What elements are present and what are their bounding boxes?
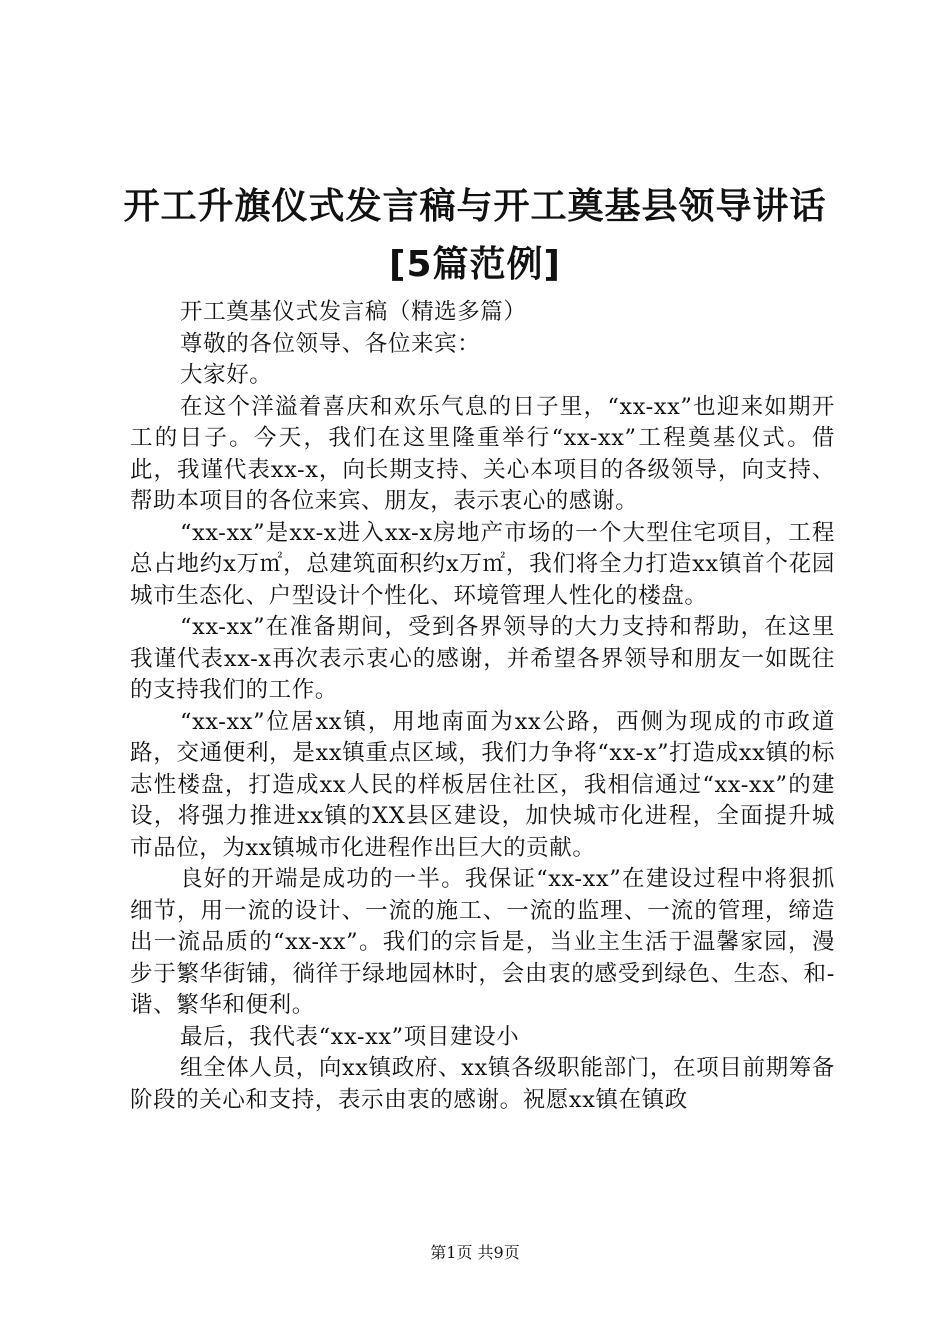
greeting-paragraph: 大家好。 [180,362,273,388]
body-paragraph: “xx-xx”位居xx镇，用地南面为xx公路，西侧为现成的市政道路，交通便利，是xx镇重点区域，我们力争将“xx-x”打造成xx镇的标志性楼盘，打造成xx人民的样板居住社区，我相信通过“xx-xx”的建设，将强力推进xx镇的XX县区建设，加快城市化进程，全面提升城市品位，为xx镇城市化进程作出巨大的贡献。 [130,708,835,861]
page-footer: 第1页 共9页 [430,1243,520,1262]
body-paragraph: 最后，我代表“xx-xx”项目建设小 [180,1023,520,1050]
document-title: 开工升旗仪式发言稿与开工奠基县领导讲话[5篇范例] [123,186,827,285]
document-body [130,297,835,1116]
salutation-paragraph: 尊敬的各位领导、各位来宾： [180,330,481,357]
body-paragraph: “xx-xx”是xx-x进入xx-x房地产市场的一个大型住宅项目，工程总占地约x万㎡，总建筑面积约x万㎡，我们将全力打造xx镇首个花园城市生态化、户型设计个性化、环境管理人性化的楼盘。 [130,519,835,609]
body-paragraph: 良好的开端是成功的一半。我保证“xx-xx”在建设过程中将狠抓细节，用一流的设计、一流的施工、一流的监理、一流的管理，缔造出一流品质的“xx-xx”。我们的宗旨是，当业主生活于温馨家园，漫步于繁华街铺，徜徉于绿地园林时，会由衷的感受到绿色、生态、和-谐、繁华和便利。 [130,866,835,1018]
subtitle-paragraph: 开工奠基仪式发言稿（精选多篇） [180,299,527,325]
body-paragraph: “xx-xx”在准备期间，受到各界领导的大力支持和帮助，在这里我谨代表xx-x再次表示衷心的感谢，并希望各界领导和朋友一如既往的支持我们的工作。 [130,614,835,703]
body-paragraph: 组全体人员，向xx镇政府、xx镇各级职能部门，在项目前期筹备阶段的关心和支持，表示由衷的感谢。祝愿xx镇在镇政 [130,1055,835,1113]
body-paragraph: 在这个洋溢着喜庆和欢乐气息的日子里，“xx-xx”也迎来如期开工的日子。今天，我们在这里隆重举行“xx-xx”工程奠基仪式。借此，我谨代表xx-x，向长期支持、关心本项目的各级领导，向支持、帮助本项目的各位来宾、朋友，表示衷心的感谢。 [130,393,835,514]
